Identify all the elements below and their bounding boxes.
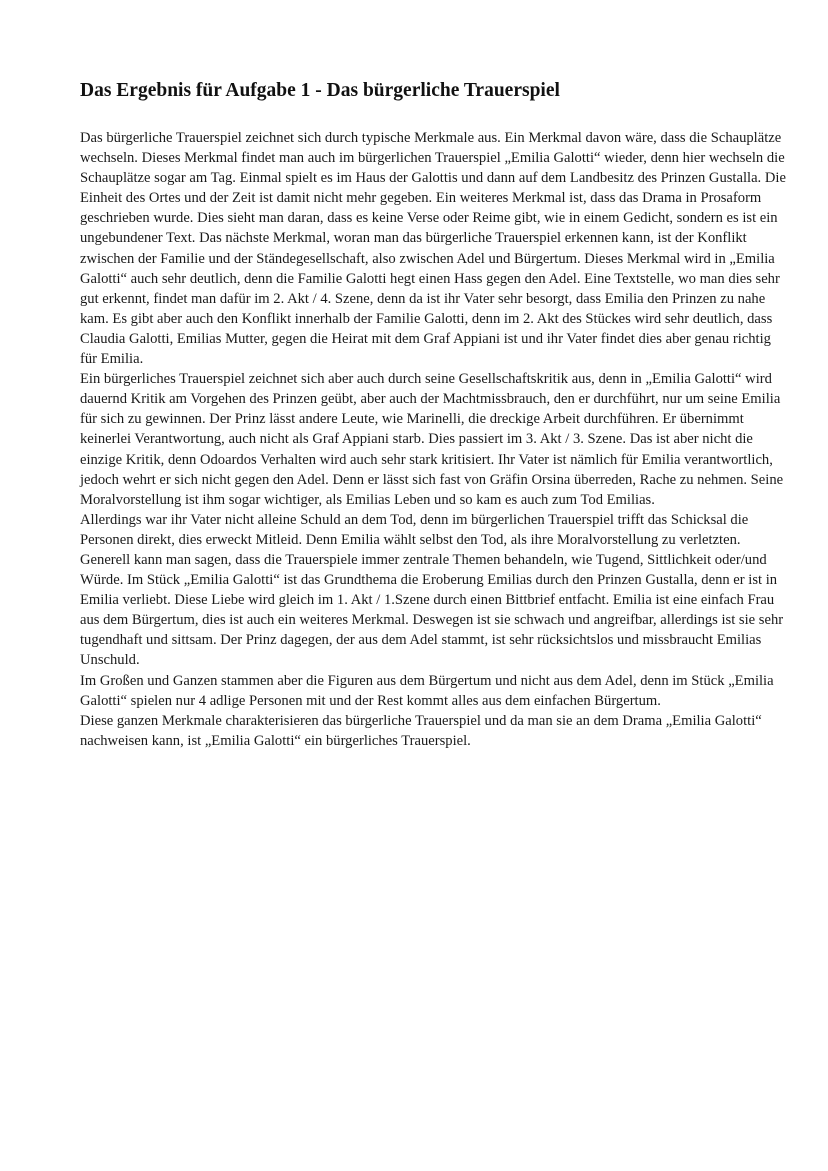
paragraph-5: Diese ganzen Merkmale charakterisieren das bürgerliche Trauerspiel und da man sie an dem Drama „Emilia Galotti“ nachweisen kann, ist „Emilia Galotti“ ein bürgerliches Trauerspiel. <box>80 712 762 749</box>
document-title: Das Ergebnis für Aufgabe 1 - Das bürgerliche Trauerspiel <box>80 80 560 101</box>
paragraph-4: Im Großen und Ganzen stammen aber die Figuren aus dem Bürgertum und nicht aus dem Adel, denn im Stück „Emilia Galotti“ spielen nur 4 adlige Personen mit und der Rest kommt alles aus dem einfachen Bürgertum. <box>80 672 774 709</box>
paragraph-1: Das bürgerliche Trauerspiel zeichnet sich durch typische Merkmale aus. Ein Merkmal davon wäre, dass die Schauplätze wechseln. Dieses Merkmal findet man auch im bürgerlichen Trauerspiel „Emilia Galotti“ wieder, denn hier wechseln die Schauplätze sogar am Tag. Einmal spielt es im Haus der Galottis und dann auf dem Landbesitz des Prinzen Gustalla. Die Einheit des Ortes und der Zeit ist damit nicht mehr gegeben. Ein weiteres Merkmal ist, dass das Drama in Prosaform geschrieben wurde. Dies sieht man daran, dass es keine Verse oder Reime gibt, wie in einem Gedicht, sondern es ist ein ungebundener Text. Das nächste Merkmal, woran man das bürgerliche Trauerspiel erkennen kann, ist der Konflikt zwischen der Familie und der Ständegesellschaft, also zwischen Adel und Bürgertum. Dieses Merkmal wird in „Emilia Galotti“ auch sehr deutlich, denn die Familie Galotti hegt einen Hass gegen den Adel. Eine Textstelle, wo man dies sehr gut erkennt, findet man dafür im 2. Akt / 4. Szene, denn da ist ihr Vater sehr besorgt, dass Emilia den Prinzen zu nahe kam. Es gibt aber auch den Konflikt innerhalb der Familie Galotti, denn im 2. Akt des Stückes wird sehr deutlich, dass Claudia Galotti, Emilias Mutter, gegen die Heirat mit dem Graf Appiani ist und ihr Vater findet dies aber genau richtig für Emilia. <box>80 130 786 368</box>
paragraph-3: Allerdings war ihr Vater nicht alleine Schuld an dem Tod, denn im bürgerlichen Trauerspiel trifft das Schicksal die Personen direkt, dies erweckt Mitleid. Denn Emilia wählt selbst den Tod, als ihre Moralvorstellung zu verletzten. Generell kann man sagen, dass die Trauerspiele immer zentrale Themen behandeln, wie Tugend, Sittlichkeit oder/und Würde. Im Stück „Emilia Galotti“ ist das Grundthema die Eroberung Emilias durch den Prinzen Gustalla, denn er ist in Emilia verliebt. Diese Liebe wird gleich im 1. Akt / 1.Szene durch einen Bittbrief entfacht. Emilia ist eine einfach Frau aus dem Bürgertum, dies ist auch ein weiteres Merkmal. Deswegen ist sie schwach und angreifbar, allerdings ist sie sehr tugendhaft und sittsam. Der Prinz dagegen, der aus dem Adel stammt, ist sehr rücksichtslos und missbraucht Emilias Unschuld. <box>80 511 784 669</box>
paragraph-2: Ein bürgerliches Trauerspiel zeichnet sich aber auch durch seine Gesellschaftskritik aus, denn in „Emilia Galotti“ wird dauernd Kritik am Vorgehen des Prinzen geübt, aber auch der Machtmissbrauch, den er durchführt, nur um seine Emilia für sich zu gewinnen. Der Prinz lässt andere Leute, wie Marinelli, die dreckige Arbeit durchführen. Er übernimmt keinerlei Verantwortung, auch nicht als Graf Appiani starb. Dies passiert im 3. Akt / 3. Szene. Das ist aber nicht die einzige Kritik, denn Odoardos Verhalten wird auch sehr stark kritisiert. Ihr Vater ist nämlich für Emilia verantwortlich, jedoch wehrt er sich nicht gegen den Adel. Denn er lässt sich fast von Gräfin Orsina überreden, Rache zu nehmen. Seine Moralvorstellung ist ihm sogar wichtiger, als Emilias Leben und so kam es auch zum Tod Emilias. <box>80 371 784 508</box>
document-body <box>80 128 786 751</box>
